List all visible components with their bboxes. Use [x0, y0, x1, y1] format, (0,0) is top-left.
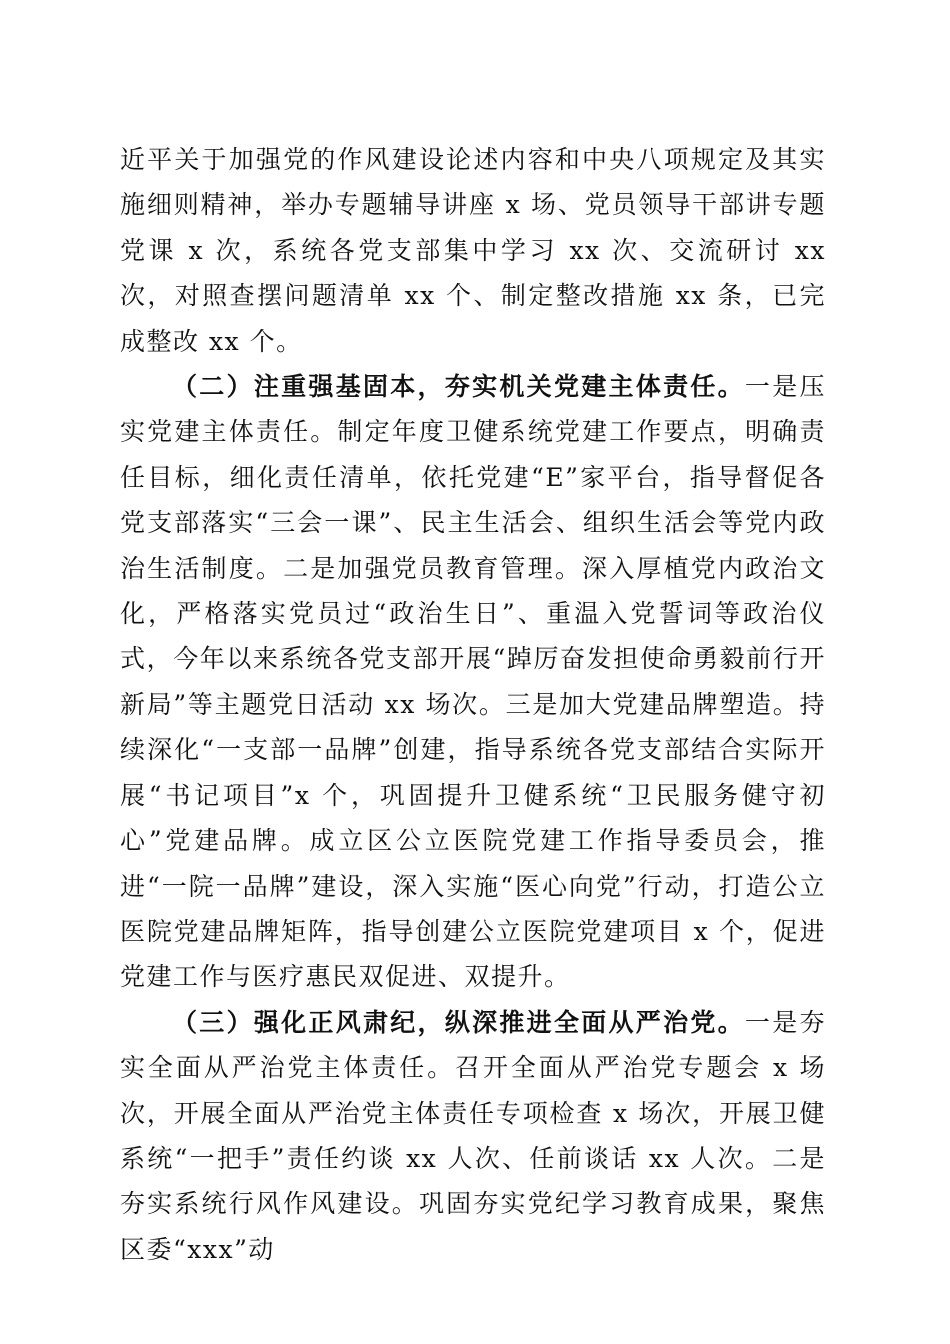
- section-2-heading: （二）注重强基固本，夯实机关党建主体责任。: [172, 372, 745, 402]
- paragraph-2-text: 一是压实党建主体责任。制定年度卫健系统党建工作要点，明确责任目标，细化责任清单，依托党建“E”家平台，指导督促各党支部落实“三会一课”、民主生活会、组织生活会等党内政治生活制度。二是加强党员教育管理。深入厚植党内政治文化，严格落实党员过“政治生日”、重温入党誓词等政治仪式，今年以来系统各党支部开展“踔厉奋发担使命勇毅前行开新局”等主题党日活动 xx 场次。三是加大党建品牌塑造。持续深化“一支部一品牌”创建，指导系统各党支部结合实际开展“书记项目”x 个，巩固提升卫健系统“卫民服务健守初心”党建品牌。成立区公立医院党建工作指导委员会，推进“一院一品牌”建设，深入实施“医心向党”行动，打造公立医院党建品牌矩阵，指导创建公立医院党建项目 x 个，促进党建工作与医疗惠民双促进、双提升。: [120, 372, 826, 992]
- paragraph-1-text: 近平关于加强党的作风建设论述内容和中央八项规定及其实施细则精神，举办专题辅导讲座 x 场、党员领导干部讲专题党课 x 次，系统各党支部集中学习 xx 次、交流研讨 xx 次，对照查摆问题清单 xx 个、制定整改措施 xx 条，已完成整改 xx 个。: [120, 145, 826, 356]
- section-3-heading: （三）强化正风肃纪，纵深推进全面从严治党。: [172, 1007, 745, 1037]
- paragraph-3: [120, 1000, 826, 1272]
- document-body: [120, 137, 826, 1272]
- paragraph-2: [120, 364, 826, 1000]
- paragraph-3-text: 一是夯实全面从严治党主体责任。召开全面从严治党专题会 x 场次，开展全面从严治党主体责任专项检查 x 场次，开展卫健系统“一把手”责任约谈 xx 人次、任前谈话 xx 人次。二是夯实系统行风作风建设。巩固夯实党纪学习教育成果，聚焦区委“xxx”动: [120, 1007, 826, 1264]
- paragraph-1: [120, 137, 826, 364]
